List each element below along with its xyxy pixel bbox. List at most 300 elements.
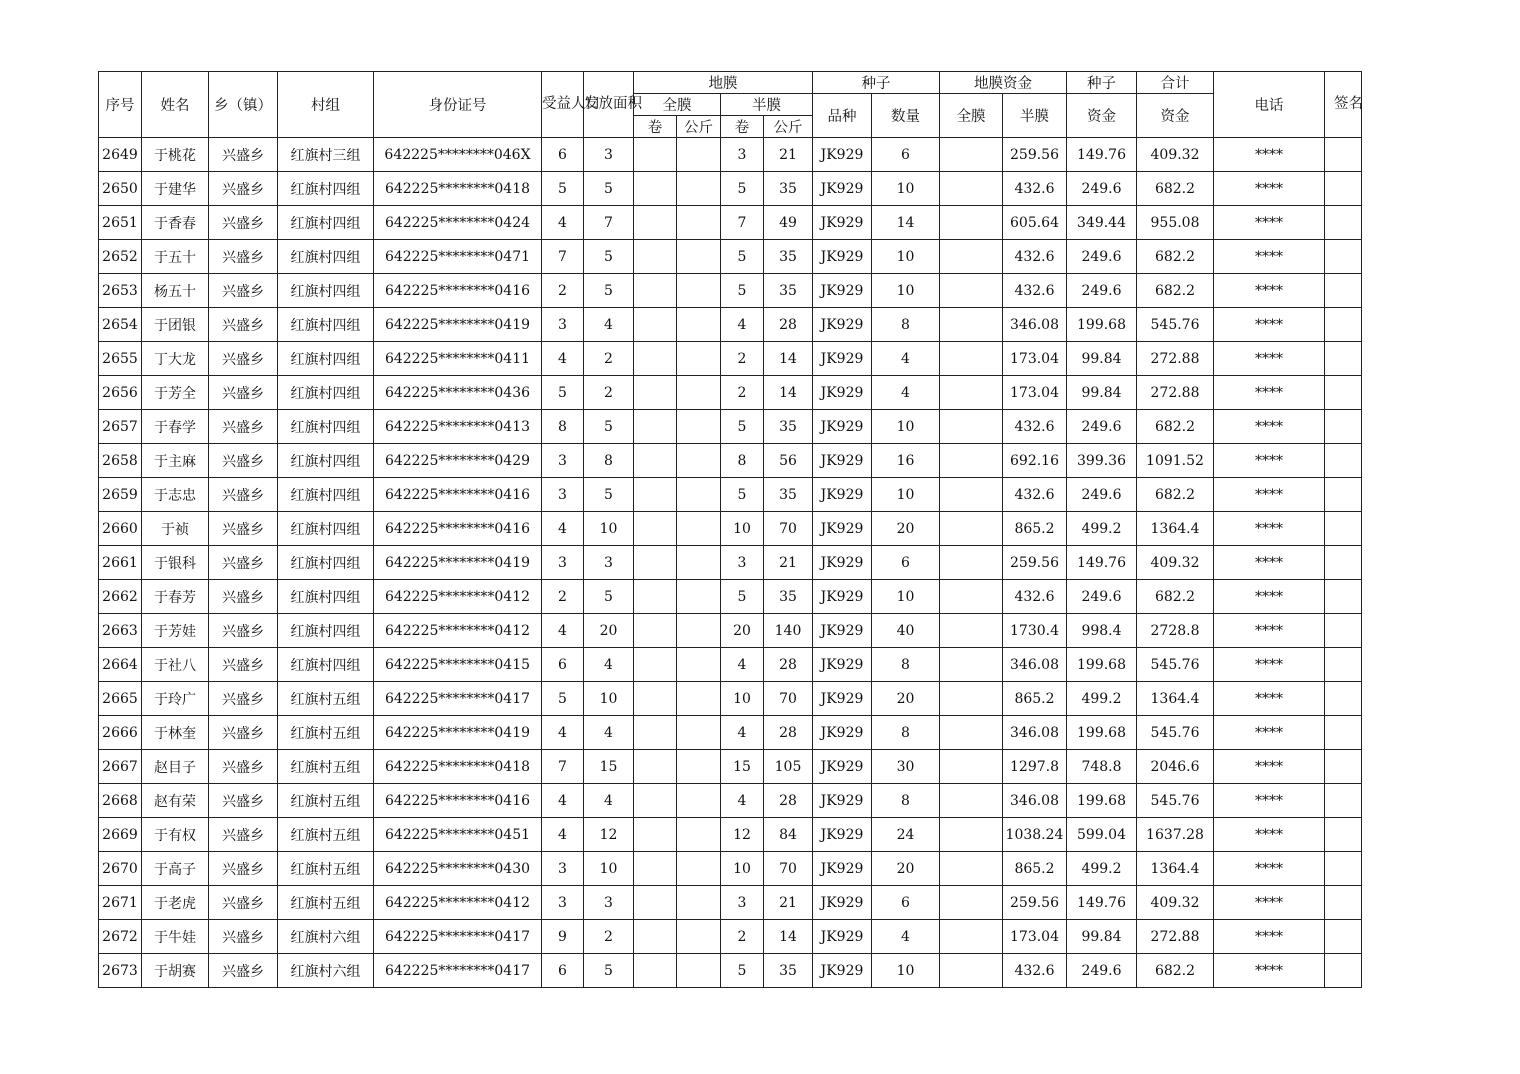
cell-beneficiaries: 4	[542, 206, 584, 240]
cell-name: 于高子	[142, 852, 209, 886]
cell-variety: JK929	[813, 886, 872, 920]
cell-phone: ****	[1214, 818, 1325, 852]
cell-phone: ****	[1214, 580, 1325, 614]
cell-seed-funds: 249.6	[1067, 240, 1137, 274]
cell-signature	[1325, 580, 1362, 614]
cell-half-film-funds: 865.2	[1003, 852, 1067, 886]
cell-seed-funds: 149.76	[1067, 138, 1137, 172]
cell-township: 兴盛乡	[209, 376, 278, 410]
header-half-roll: 卷	[721, 116, 764, 138]
cell-phone: ****	[1214, 954, 1325, 988]
cell-village: 红旗村四组	[278, 580, 374, 614]
cell-full-roll	[634, 274, 677, 308]
cell-full-kg	[677, 614, 721, 648]
cell-full-roll	[634, 478, 677, 512]
cell-township: 兴盛乡	[209, 274, 278, 308]
cell-seq: 2666	[99, 716, 142, 750]
cell-half-film-funds: 432.6	[1003, 580, 1067, 614]
cell-total-funds: 545.76	[1137, 716, 1214, 750]
cell-variety: JK929	[813, 852, 872, 886]
cell-total-funds: 682.2	[1137, 274, 1214, 308]
table-body	[99, 138, 1362, 988]
cell-half-kg: 14	[764, 376, 813, 410]
table-row	[99, 206, 1362, 240]
cell-id-number: 642225********0416	[374, 478, 542, 512]
cell-full-kg	[677, 240, 721, 274]
header-full-film-funds: 全膜	[940, 94, 1003, 138]
cell-seed-funds: 99.84	[1067, 920, 1137, 954]
cell-full-film-funds	[940, 546, 1003, 580]
cell-id-number: 642225********0436	[374, 376, 542, 410]
cell-half-kg: 28	[764, 648, 813, 682]
cell-village: 红旗村五组	[278, 784, 374, 818]
cell-half-roll: 5	[721, 410, 764, 444]
cell-village: 红旗村四组	[278, 308, 374, 342]
cell-full-roll	[634, 750, 677, 784]
cell-seed-funds: 149.76	[1067, 886, 1137, 920]
cell-township: 兴盛乡	[209, 580, 278, 614]
cell-name: 于主麻	[142, 444, 209, 478]
table-row	[99, 682, 1362, 716]
cell-id-number: 642225********0419	[374, 716, 542, 750]
cell-signature	[1325, 274, 1362, 308]
cell-signature	[1325, 308, 1362, 342]
cell-quantity: 8	[872, 308, 940, 342]
cell-signature	[1325, 954, 1362, 988]
table-row	[99, 342, 1362, 376]
cell-name: 于桃花	[142, 138, 209, 172]
cell-village: 红旗村四组	[278, 342, 374, 376]
cell-area: 5	[584, 172, 634, 206]
cell-seq: 2655	[99, 342, 142, 376]
cell-area: 4	[584, 308, 634, 342]
cell-half-film-funds: 432.6	[1003, 172, 1067, 206]
header-full-film: 全膜	[634, 94, 721, 116]
cell-seq: 2665	[99, 682, 142, 716]
cell-variety: JK929	[813, 308, 872, 342]
table-row	[99, 444, 1362, 478]
cell-phone: ****	[1214, 342, 1325, 376]
cell-beneficiaries: 3	[542, 444, 584, 478]
cell-area: 10	[584, 512, 634, 546]
cell-signature	[1325, 682, 1362, 716]
cell-id-number: 642225********0418	[374, 172, 542, 206]
cell-area: 3	[584, 886, 634, 920]
table-row	[99, 954, 1362, 988]
cell-half-roll: 10	[721, 682, 764, 716]
cell-half-roll: 5	[721, 580, 764, 614]
header-village: 村组	[278, 72, 374, 138]
cell-half-film-funds: 173.04	[1003, 342, 1067, 376]
cell-village: 红旗村四组	[278, 206, 374, 240]
cell-quantity: 14	[872, 206, 940, 240]
cell-quantity: 40	[872, 614, 940, 648]
cell-village: 红旗村四组	[278, 172, 374, 206]
cell-seq: 2661	[99, 546, 142, 580]
cell-full-roll	[634, 614, 677, 648]
header-half-kg: 公斤	[764, 116, 813, 138]
cell-quantity: 4	[872, 376, 940, 410]
cell-total-funds: 1364.4	[1137, 512, 1214, 546]
cell-half-kg: 14	[764, 920, 813, 954]
cell-seed-funds: 249.6	[1067, 410, 1137, 444]
cell-name: 于芳娃	[142, 614, 209, 648]
cell-total-funds: 682.2	[1137, 172, 1214, 206]
header-beneficiaries: 受益人口	[542, 72, 584, 138]
cell-full-film-funds	[940, 444, 1003, 478]
cell-village: 红旗村四组	[278, 240, 374, 274]
cell-name: 于有权	[142, 818, 209, 852]
cell-quantity: 10	[872, 172, 940, 206]
cell-total-funds: 545.76	[1137, 648, 1214, 682]
cell-variety: JK929	[813, 580, 872, 614]
cell-full-roll	[634, 308, 677, 342]
cell-area: 2	[584, 342, 634, 376]
cell-total-funds: 2046.6	[1137, 750, 1214, 784]
cell-beneficiaries: 3	[542, 852, 584, 886]
cell-area: 7	[584, 206, 634, 240]
table-row	[99, 138, 1362, 172]
cell-full-film-funds	[940, 716, 1003, 750]
cell-half-film-funds: 432.6	[1003, 274, 1067, 308]
cell-phone: ****	[1214, 376, 1325, 410]
cell-variety: JK929	[813, 784, 872, 818]
cell-quantity: 20	[872, 512, 940, 546]
table-row	[99, 512, 1362, 546]
cell-seq: 2651	[99, 206, 142, 240]
cell-id-number: 642225********0417	[374, 920, 542, 954]
cell-half-kg: 35	[764, 240, 813, 274]
cell-full-roll	[634, 206, 677, 240]
cell-seed-funds: 349.44	[1067, 206, 1137, 240]
cell-beneficiaries: 4	[542, 784, 584, 818]
cell-full-film-funds	[940, 410, 1003, 444]
cell-phone: ****	[1214, 206, 1325, 240]
cell-phone: ****	[1214, 886, 1325, 920]
cell-name: 赵目子	[142, 750, 209, 784]
cell-signature	[1325, 716, 1362, 750]
cell-quantity: 24	[872, 818, 940, 852]
cell-signature	[1325, 376, 1362, 410]
cell-full-roll	[634, 954, 677, 988]
cell-full-film-funds	[940, 784, 1003, 818]
cell-seq: 2668	[99, 784, 142, 818]
cell-seed-funds: 998.4	[1067, 614, 1137, 648]
cell-area: 5	[584, 410, 634, 444]
cell-half-kg: 35	[764, 954, 813, 988]
cell-area: 15	[584, 750, 634, 784]
cell-full-kg	[677, 852, 721, 886]
cell-signature	[1325, 342, 1362, 376]
cell-village: 红旗村四组	[278, 410, 374, 444]
cell-village: 红旗村五组	[278, 852, 374, 886]
cell-village: 红旗村六组	[278, 920, 374, 954]
cell-total-funds: 1637.28	[1137, 818, 1214, 852]
cell-full-roll	[634, 342, 677, 376]
cell-total-funds: 1364.4	[1137, 852, 1214, 886]
cell-id-number: 642225********0413	[374, 410, 542, 444]
cell-id-number: 642225********0417	[374, 682, 542, 716]
cell-village: 红旗村四组	[278, 648, 374, 682]
cell-seq: 2649	[99, 138, 142, 172]
cell-half-roll: 8	[721, 444, 764, 478]
cell-township: 兴盛乡	[209, 784, 278, 818]
cell-phone: ****	[1214, 512, 1325, 546]
cell-beneficiaries: 6	[542, 954, 584, 988]
cell-half-kg: 49	[764, 206, 813, 240]
cell-beneficiaries: 7	[542, 750, 584, 784]
cell-name: 于银科	[142, 546, 209, 580]
cell-phone: ****	[1214, 478, 1325, 512]
cell-signature	[1325, 240, 1362, 274]
cell-half-film-funds: 259.56	[1003, 546, 1067, 580]
cell-total-funds: 1091.52	[1137, 444, 1214, 478]
cell-full-film-funds	[940, 308, 1003, 342]
cell-quantity: 4	[872, 920, 940, 954]
cell-seed-funds: 149.76	[1067, 546, 1137, 580]
cell-signature	[1325, 172, 1362, 206]
cell-township: 兴盛乡	[209, 342, 278, 376]
cell-full-roll	[634, 546, 677, 580]
cell-half-roll: 5	[721, 240, 764, 274]
cell-township: 兴盛乡	[209, 614, 278, 648]
cell-village: 红旗村三组	[278, 138, 374, 172]
cell-half-roll: 7	[721, 206, 764, 240]
cell-variety: JK929	[813, 342, 872, 376]
cell-seed-funds: 748.8	[1067, 750, 1137, 784]
cell-beneficiaries: 2	[542, 274, 584, 308]
cell-township: 兴盛乡	[209, 512, 278, 546]
cell-township: 兴盛乡	[209, 818, 278, 852]
table-row	[99, 240, 1362, 274]
cell-half-film-funds: 346.08	[1003, 716, 1067, 750]
cell-name: 于志忠	[142, 478, 209, 512]
cell-variety: JK929	[813, 206, 872, 240]
cell-full-roll	[634, 682, 677, 716]
header-half-film: 半膜	[721, 94, 813, 116]
cell-half-kg: 21	[764, 886, 813, 920]
cell-full-kg	[677, 512, 721, 546]
cell-half-roll: 10	[721, 512, 764, 546]
cell-seq: 2653	[99, 274, 142, 308]
cell-full-film-funds	[940, 580, 1003, 614]
cell-full-film-funds	[940, 138, 1003, 172]
cell-seq: 2658	[99, 444, 142, 478]
cell-half-film-funds: 259.56	[1003, 138, 1067, 172]
cell-seq: 2660	[99, 512, 142, 546]
cell-full-film-funds	[940, 648, 1003, 682]
table-row	[99, 580, 1362, 614]
cell-half-roll: 3	[721, 886, 764, 920]
cell-quantity: 10	[872, 410, 940, 444]
cell-seed-funds: 199.68	[1067, 308, 1137, 342]
cell-full-roll	[634, 920, 677, 954]
cell-full-kg	[677, 274, 721, 308]
cell-id-number: 642225********0429	[374, 444, 542, 478]
cell-beneficiaries: 4	[542, 342, 584, 376]
cell-quantity: 4	[872, 342, 940, 376]
cell-area: 3	[584, 138, 634, 172]
cell-full-roll	[634, 648, 677, 682]
cell-full-film-funds	[940, 682, 1003, 716]
cell-seq: 2670	[99, 852, 142, 886]
table-row	[99, 886, 1362, 920]
header-quantity: 数量	[872, 94, 940, 138]
table-row	[99, 750, 1362, 784]
cell-quantity: 8	[872, 648, 940, 682]
cell-variety: JK929	[813, 138, 872, 172]
cell-half-film-funds: 432.6	[1003, 478, 1067, 512]
cell-full-kg	[677, 138, 721, 172]
cell-seq: 2652	[99, 240, 142, 274]
cell-village: 红旗村四组	[278, 614, 374, 648]
cell-full-film-funds	[940, 342, 1003, 376]
cell-seed-funds: 399.36	[1067, 444, 1137, 478]
cell-area: 4	[584, 784, 634, 818]
cell-variety: JK929	[813, 240, 872, 274]
cell-seq: 2650	[99, 172, 142, 206]
cell-area: 5	[584, 954, 634, 988]
header-variety: 品种	[813, 94, 872, 138]
cell-area: 5	[584, 240, 634, 274]
cell-half-roll: 2	[721, 376, 764, 410]
cell-beneficiaries: 4	[542, 512, 584, 546]
cell-village: 红旗村五组	[278, 716, 374, 750]
cell-full-kg	[677, 410, 721, 444]
table-row	[99, 784, 1362, 818]
cell-variety: JK929	[813, 274, 872, 308]
cell-area: 4	[584, 716, 634, 750]
cell-township: 兴盛乡	[209, 172, 278, 206]
cell-full-film-funds	[940, 512, 1003, 546]
cell-area: 20	[584, 614, 634, 648]
cell-full-roll	[634, 512, 677, 546]
cell-id-number: 642225********0419	[374, 546, 542, 580]
cell-id-number: 642225********0430	[374, 852, 542, 886]
cell-area: 5	[584, 580, 634, 614]
cell-full-roll	[634, 172, 677, 206]
cell-total-funds: 409.32	[1137, 886, 1214, 920]
header-signature: 签名	[1325, 72, 1362, 138]
cell-total-funds: 545.76	[1137, 784, 1214, 818]
header-film: 地膜	[634, 72, 813, 94]
cell-township: 兴盛乡	[209, 546, 278, 580]
table-row	[99, 716, 1362, 750]
cell-full-film-funds	[940, 478, 1003, 512]
table-row	[99, 172, 1362, 206]
cell-area: 12	[584, 818, 634, 852]
header-seed-top: 种子	[1067, 72, 1137, 94]
cell-name: 于祯	[142, 512, 209, 546]
table-row	[99, 478, 1362, 512]
cell-beneficiaries: 4	[542, 818, 584, 852]
cell-signature	[1325, 852, 1362, 886]
header-half-film-funds: 半膜	[1003, 94, 1067, 138]
cell-phone: ****	[1214, 852, 1325, 886]
header-seq: 序号	[99, 72, 142, 138]
cell-half-roll: 4	[721, 648, 764, 682]
cell-half-film-funds: 432.6	[1003, 410, 1067, 444]
cell-township: 兴盛乡	[209, 138, 278, 172]
cell-seed-funds: 499.2	[1067, 512, 1137, 546]
cell-phone: ****	[1214, 648, 1325, 682]
cell-total-funds: 409.32	[1137, 546, 1214, 580]
cell-beneficiaries: 3	[542, 308, 584, 342]
cell-half-film-funds: 1730.4	[1003, 614, 1067, 648]
cell-half-kg: 28	[764, 716, 813, 750]
cell-full-film-funds	[940, 954, 1003, 988]
cell-name: 于玲广	[142, 682, 209, 716]
cell-seed-funds: 249.6	[1067, 274, 1137, 308]
cell-variety: JK929	[813, 920, 872, 954]
cell-seed-funds: 249.6	[1067, 478, 1137, 512]
cell-seq: 2654	[99, 308, 142, 342]
cell-signature	[1325, 410, 1362, 444]
cell-seq: 2663	[99, 614, 142, 648]
cell-area: 10	[584, 852, 634, 886]
cell-id-number: 642225********046X	[374, 138, 542, 172]
cell-beneficiaries: 5	[542, 172, 584, 206]
cell-seed-funds: 249.6	[1067, 172, 1137, 206]
cell-half-kg: 14	[764, 342, 813, 376]
cell-half-kg: 105	[764, 750, 813, 784]
cell-full-kg	[677, 478, 721, 512]
cell-quantity: 6	[872, 886, 940, 920]
cell-half-roll: 12	[721, 818, 764, 852]
cell-township: 兴盛乡	[209, 444, 278, 478]
cell-signature	[1325, 512, 1362, 546]
cell-beneficiaries: 6	[542, 648, 584, 682]
cell-phone: ****	[1214, 546, 1325, 580]
cell-total-funds: 682.2	[1137, 240, 1214, 274]
cell-village: 红旗村五组	[278, 818, 374, 852]
cell-area: 2	[584, 920, 634, 954]
cell-signature	[1325, 784, 1362, 818]
cell-half-roll: 20	[721, 614, 764, 648]
cell-phone: ****	[1214, 410, 1325, 444]
cell-phone: ****	[1214, 274, 1325, 308]
cell-half-kg: 70	[764, 852, 813, 886]
cell-half-roll: 2	[721, 920, 764, 954]
cell-full-kg	[677, 172, 721, 206]
cell-seed-funds: 199.68	[1067, 716, 1137, 750]
cell-village: 红旗村五组	[278, 750, 374, 784]
cell-township: 兴盛乡	[209, 954, 278, 988]
cell-half-roll: 5	[721, 274, 764, 308]
cell-full-film-funds	[940, 818, 1003, 852]
cell-beneficiaries: 2	[542, 580, 584, 614]
header-area: 发放面积	[584, 72, 634, 138]
cell-signature	[1325, 614, 1362, 648]
cell-seed-funds: 99.84	[1067, 376, 1137, 410]
cell-seq: 2662	[99, 580, 142, 614]
cell-total-funds: 682.2	[1137, 954, 1214, 988]
cell-half-film-funds: 1038.24	[1003, 818, 1067, 852]
cell-full-kg	[677, 954, 721, 988]
cell-township: 兴盛乡	[209, 648, 278, 682]
cell-name: 赵有荣	[142, 784, 209, 818]
cell-total-funds: 682.2	[1137, 410, 1214, 444]
cell-half-kg: 140	[764, 614, 813, 648]
cell-name: 于老虎	[142, 886, 209, 920]
cell-half-kg: 35	[764, 172, 813, 206]
cell-variety: JK929	[813, 716, 872, 750]
cell-full-kg	[677, 206, 721, 240]
header-seed: 种子	[813, 72, 940, 94]
cell-half-film-funds: 432.6	[1003, 240, 1067, 274]
cell-half-roll: 2	[721, 342, 764, 376]
cell-half-kg: 21	[764, 138, 813, 172]
